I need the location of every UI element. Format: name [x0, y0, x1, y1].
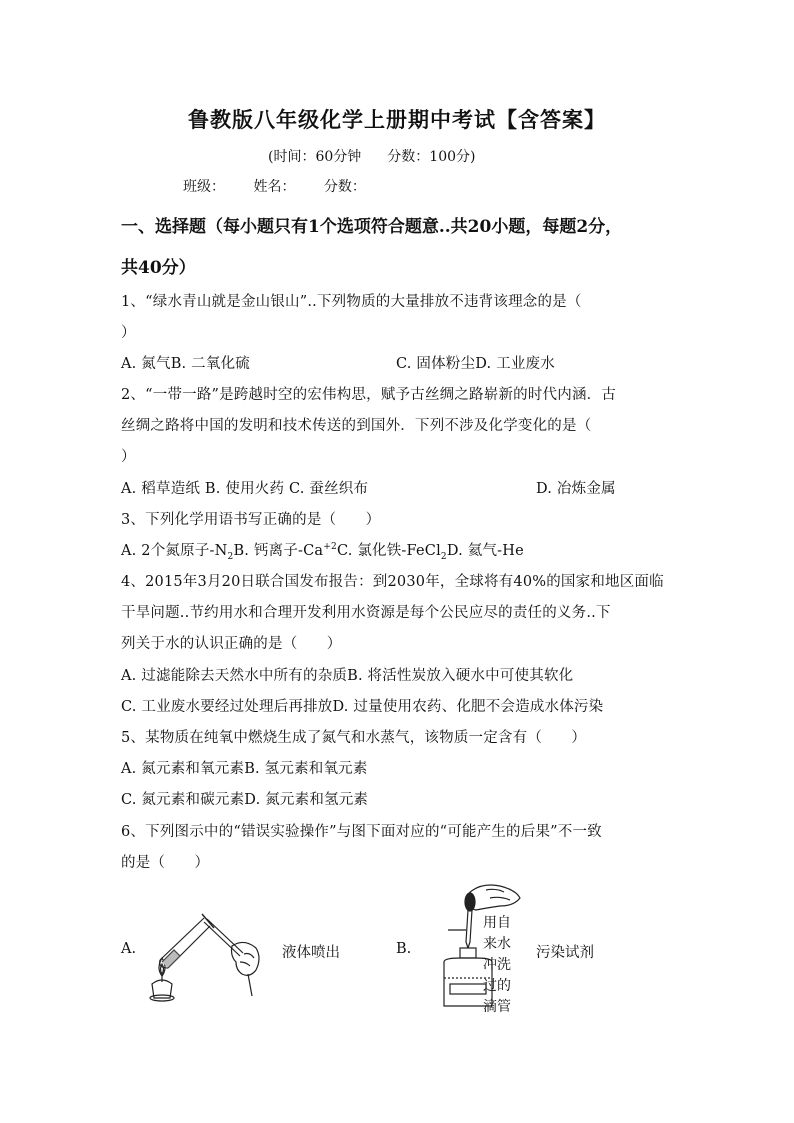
points-label: 分数：: [323, 179, 366, 195]
q4-stem-end: 列关于水的认识正确的是（ ）: [121, 636, 342, 652]
q3-option-c: C. 氯化铁-FeCl: [336, 543, 441, 559]
q4-option-cd: C. 工业废水要经过处理后再排放D. 过量使用农药、化肥不会造成水体污染: [121, 699, 604, 715]
q6-figure-b-caption: 污染试剂: [536, 945, 594, 961]
q6-figure-b-note: [483, 913, 511, 1018]
section-heading: 一、选择题（每小题只有1个选项符合题意..共20小题，每题2分，: [121, 217, 623, 237]
q6-figure-b-note-line: 冲洗: [483, 957, 511, 973]
student-info-line: [183, 176, 390, 196]
q3-option-d: D. 氦气-He: [446, 543, 524, 559]
q3-stem: 3、下列化学用语书写正确的是（ ）: [121, 512, 381, 528]
q6-figure-a-label: A.: [121, 941, 137, 957]
q5-option-ab: A. 氮元素和氧元素B. 氢元素和氧元素: [121, 761, 368, 777]
class-label: 班级：: [183, 179, 225, 195]
q3-option-a-subscript: 2: [227, 551, 234, 562]
q1-stem: 1、“绿水青山就是金山银山”..下列物质的大量排放不违背该理念的是（: [121, 294, 582, 310]
q1-stem-cont: ）: [121, 325, 136, 341]
q3-option-b: B. 钙离子-Ca: [233, 543, 324, 559]
q2-stem-cont: 丝绸之路将中国的发明和技术传送的到国外．下列不涉及化学变化的是（: [121, 418, 592, 434]
q1-option-ab: A. 氮气B. 二氧化硫: [121, 356, 250, 372]
q6-figure-b-note-line: 过的: [483, 978, 511, 994]
q2-option-abc: A. 稻草造纸 B. 使用火药 C. 蚕丝织布: [121, 481, 369, 497]
q2-stem: 2、“一带一路”是跨越时空的宏伟构思，赋予古丝绸之路崭新的时代内涵．古: [121, 387, 617, 403]
q4-stem: 4、2015年3月20日联合国发布报告：到2030年，全球将有40%的国家和地区面临: [121, 574, 664, 590]
heating-test-tube-icon: [140, 898, 270, 1004]
exam-score: 分数：100分): [387, 149, 476, 165]
q1-option-cd: C. 固体粉尘D. 工业废水: [396, 356, 555, 372]
q3-option-c-subscript: 2: [440, 551, 447, 562]
q6-figure-b-note-line: 滴管: [483, 999, 511, 1015]
page-title: 鲁教版八年级化学上册期中考试【含答案】: [188, 107, 606, 132]
exam-info: [268, 146, 475, 166]
q3-options: [121, 539, 524, 562]
q5-option-cd: C. 氮元素和碳元素D. 氮元素和氢元素: [121, 792, 369, 808]
q2-option-d: D. 冶炼金属: [536, 481, 616, 497]
q3-option-b-superscript: +2: [323, 542, 337, 553]
q4-option-ab: A. 过滤能除去天然水中所有的杂质B. 将活性炭放入硬水中可使其软化: [121, 668, 574, 684]
q6-figure-a-caption: 液体喷出: [282, 945, 340, 961]
dropper-bottle-icon: [430, 880, 530, 1010]
q2-stem-end: ）: [121, 449, 136, 465]
q3-option-a: A. 2个氮原子-N: [121, 543, 228, 559]
q6-figure-b-note-line: 用自: [483, 915, 511, 931]
q6-figure-b-label: B.: [396, 941, 412, 957]
q5-stem: 5、某物质在纯氧中燃烧生成了氮气和水蒸气，该物质一定含有（ ）: [121, 730, 587, 746]
name-label: 姓名：: [253, 179, 296, 195]
q4-stem-cont: 干旱问题..节约用水和合理开发利用水资源是每个公民应尽的责任的义务..下: [121, 605, 611, 621]
q6-stem: 6、下列图示中的“错误实验操作”与图下面对应的“可能产生的后果”不一致: [121, 824, 602, 840]
q6-figure-b-note-line: 来水: [483, 936, 511, 952]
section-heading-cont: 共40分）: [121, 258, 196, 278]
exam-time: (时间：60分钟: [268, 149, 362, 165]
q6-stem-cont: 的是（ ）: [121, 855, 210, 871]
